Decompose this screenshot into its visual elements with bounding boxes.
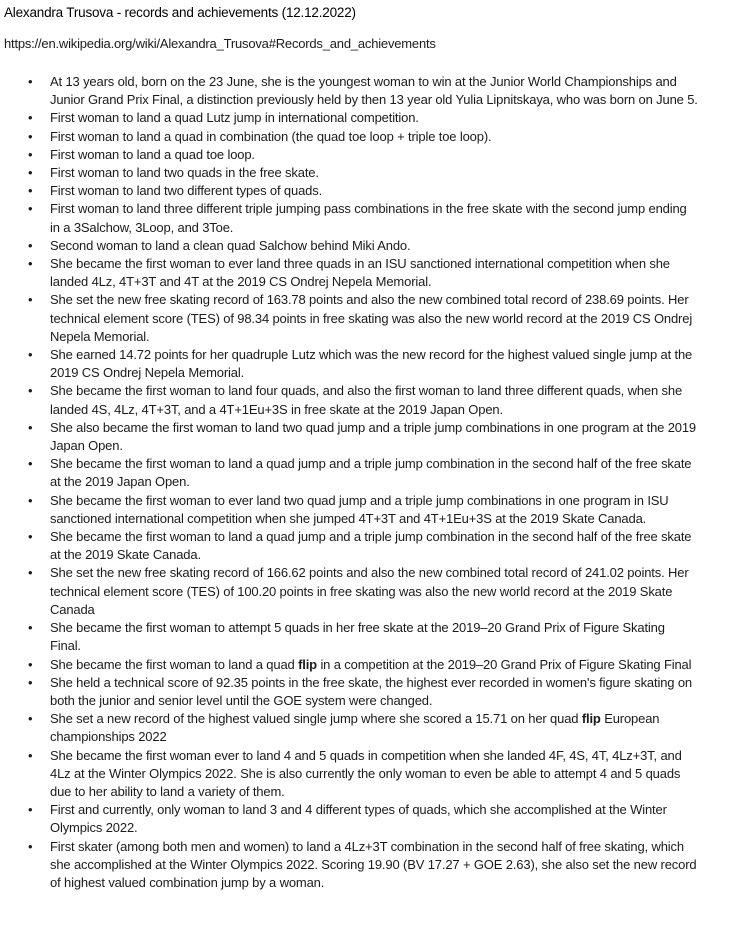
list-item-text: First woman to land a quad toe loop. [50, 146, 255, 162]
list-item-text: First woman to land three different triple jumping pass combinations in the free skate with the second jump ending in a 3Salchow, 3Loop, and 3Toe. [50, 201, 687, 235]
list-item-text: She became the first woman to land a quad jump and a triple jump combination in the second half of the free skate at the 2019 Skate Canada. [50, 529, 692, 563]
list-item-text: She earned 14.72 points for her quadruple Lutz which was the new record for the highest valued single jump at the 2019 CS Ondrej Nepela Memorial. [50, 347, 693, 381]
list-item [50, 291, 698, 346]
list-item-text: First woman to land two quads in the free skate. [50, 165, 319, 181]
list-item-text: She became the first woman to attempt 5 quads in her free skate at the 2019–20 Grand Prix of Figure Skating Final. [50, 620, 665, 654]
list-item-text: At 13 years old, born on the 23 June, she is the youngest woman to win at the Junior World Championships and Junior Grand Prix Final, a distinction previously held by then 13 year old Yulia Lipnitskaya, who was born on June 5. [50, 74, 698, 108]
list-item [50, 619, 698, 655]
list-item-text: She became the first woman to ever land three quads in an ISU sanctioned international competition when she landed 4Lz, 4T+3T and 4T at the 2019 CS Ondrej Nepela Memorial. [50, 256, 670, 290]
page-url: https://en.wikipedia.org/wiki/Alexandra_Trusova#Records_and_achievements [4, 36, 436, 51]
list-item [50, 182, 698, 200]
list-item-text-bold: flip [298, 656, 317, 672]
list-item [50, 73, 698, 109]
list-item-text: She set the new free skating record of 163.78 points and also the new combined total record of 238.69 points. Her technical element score (TES) of 98.34 points in free skating was also the new world record at the 2019 CS Ondrej Nepela Memorial. [50, 292, 693, 344]
list-item-text: She set the new free skating record of 166.62 points and also the new combined total record of 241.02 points. Her technical element score (TES) of 100.20 points in free skating was also the new world record at the 2019 Skate Canada [50, 565, 689, 617]
list-item [50, 346, 698, 382]
list-item-text: in a competition at the 2019–20 Grand Prix of Figure Skating Final [316, 656, 692, 672]
list-item [50, 255, 698, 291]
list-item [50, 455, 698, 491]
list-item [50, 564, 698, 619]
list-item [50, 528, 698, 564]
list-item [50, 674, 698, 710]
list-item [50, 656, 698, 674]
list-item [50, 419, 698, 455]
list-item-text: She became the first woman ever to land 4 and 5 quads in competition when she landed 4F, 4S, 4T, 4Lz+3T, and 4Lz at the Winter Olympics 2022. She is also currently the only woman to even be able to attempt 4 and 5 quads due to her ability to land a variety of them. [50, 747, 682, 799]
list-item-text-bold: flip [581, 711, 601, 727]
list-item [50, 200, 698, 236]
list-item [50, 710, 698, 746]
list-item-text: European championships 2022 [50, 711, 660, 745]
list-item [50, 838, 698, 893]
list-item [50, 109, 698, 127]
page-title: Alexandra Trusova - records and achievements (12.12.2022) [4, 5, 356, 20]
list-item [50, 164, 698, 182]
records-list [50, 73, 698, 892]
list-item-text: She became the first woman to land four quads, and also the first woman to land three different quads, when she landed 4S, 4Lz, 4T+3T, and a 4T+1Eu+3S in free skate at the 2019 Japan Open. [50, 383, 683, 417]
list-item-text: First woman to land a quad Lutz jump in international competition. [50, 110, 419, 126]
list-item-text: She held a technical score of 92.35 points in the free skate, the highest ever recorded in women's figure skating on both the junior and senior level until the GOE system were changed. [50, 674, 692, 708]
list-item [50, 146, 698, 164]
list-item-text: She became the first woman to land a quad [50, 656, 299, 672]
list-item-text: First woman to land two different types of quads. [50, 183, 323, 199]
list-item [50, 128, 698, 146]
list-item-text: She became the first woman to land a quad jump and a triple jump combination in the second half of the free skate at the 2019 Japan Open. [50, 456, 692, 490]
list-item [50, 801, 698, 837]
list-item-text: Second woman to land a clean quad Salchow behind Miki Ando. [50, 237, 411, 253]
list-item [50, 382, 698, 418]
list-item [50, 237, 698, 255]
list-item-text: She also became the first woman to land two quad jump and a triple jump combinations in one program at the 2019 Japan Open. [50, 419, 697, 454]
list-item-text: First skater (among both men and women) to land a 4Lz+3T combination in the second half of free skating, which she accomplished at the Winter Olympics 2022. Scoring 19.90 (BV 17.27 + GOE 2.63), she also set the new record of highest valued combination jump by a woman. [50, 838, 697, 890]
list-item-text: First and currently, only woman to land 3 and 4 different types of quads, which she accomplished at the Winter Olympics 2022. [50, 802, 667, 836]
list-item [50, 492, 698, 528]
list-item-text: First woman to land a quad in combination (the quad toe loop + triple toe loop). [50, 128, 492, 144]
list-item-text: She set a new record of the highest valued single jump where she scored a 15.71 on her quad [50, 711, 582, 727]
list-item [50, 747, 698, 802]
list-item-text: She became the first woman to ever land two quad jump and a triple jump combinations in one program in ISU sanctioned international competition when she jumped 4T+3T and 4T+1Eu+3S at the 2019 Skate Canada. [50, 492, 669, 526]
